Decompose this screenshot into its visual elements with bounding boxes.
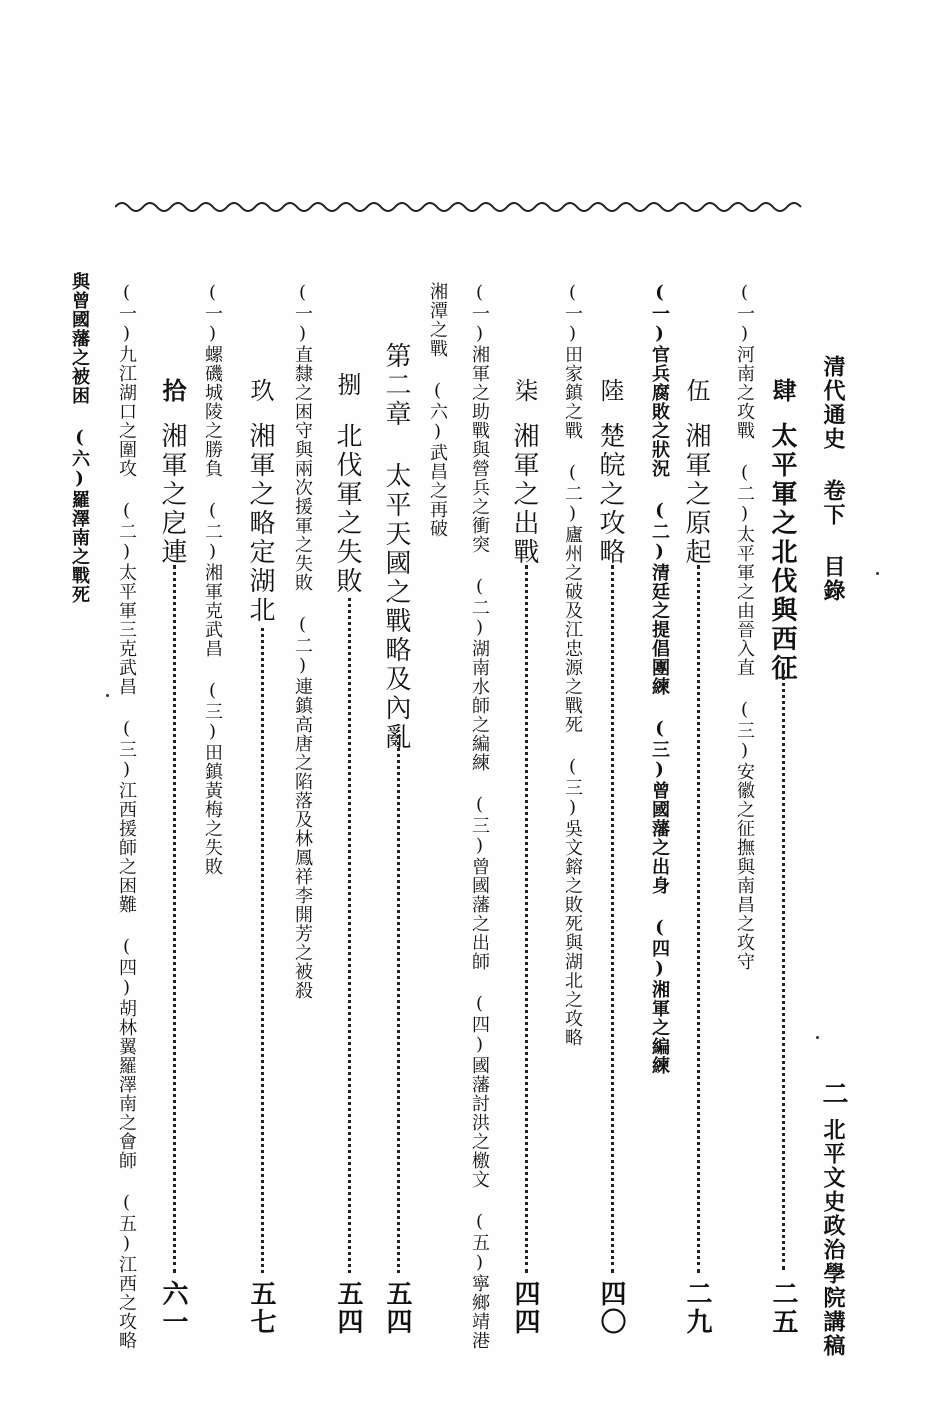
- section-marker: 肆: [768, 378, 797, 406]
- subsection-line: (一)田家鎮之戰 (二)廬州之破及江忠源之戰死 (三)吳文鎔之敗死與湖北之攻略: [562, 282, 583, 1047]
- dot-leader: [782, 670, 785, 1270]
- section-page: 二九: [682, 1280, 712, 1336]
- section-heading: 湘軍之略定湖北: [245, 422, 275, 625]
- subsection-line: (一)九江湖口之圍攻 (二)太平軍三克武昌 (三)江西援師之困難 (四)胡林翼羅澤南之會師 (五)江西之攻略: [116, 282, 137, 1350]
- section-heading: 太平軍之北伐與西征: [767, 422, 797, 683]
- dot-leader: [397, 735, 400, 1273]
- section-page: 六一: [158, 1280, 188, 1336]
- scan-speck: [876, 572, 879, 575]
- section-marker: 柒: [510, 378, 538, 406]
- header-page-number: 二: [818, 1080, 848, 1109]
- section-marker: 捌: [333, 372, 361, 400]
- dot-leader: [611, 565, 614, 1273]
- dot-leader: [261, 628, 264, 1273]
- section-page: 五七: [246, 1280, 276, 1336]
- section-page: 四四: [510, 1280, 540, 1336]
- header-title: 清代通史 卷下 目錄: [820, 355, 846, 603]
- section-marker: 玖: [246, 378, 274, 406]
- wavy-divider: [115, 196, 805, 218]
- section-page: 四〇: [596, 1280, 626, 1336]
- subsection-line: (一)官兵腐敗之狀況 (二)清廷之提倡團練 (三)曾國藩之出身 (四)湘軍之編練: [649, 282, 670, 1075]
- section-page: 二五: [768, 1280, 798, 1336]
- header-publisher: 北平文史政治學院講稿: [820, 1118, 846, 1358]
- section-page: 五四: [333, 1280, 363, 1336]
- dot-leader: [348, 598, 351, 1273]
- section-heading: 湘軍之原起: [681, 422, 711, 567]
- dot-leader: [525, 565, 528, 1273]
- subsection-line: (一)直隸之困守與兩次援軍之失敗 (二)連鎮高唐之陷落及林鳳祥李開芳之被殺: [292, 282, 313, 1000]
- chapter-page: 五四: [382, 1280, 412, 1336]
- section-heading: 楚皖之攻略: [595, 422, 625, 567]
- chapter-heading: 第二章 太平天國之戰略及內亂: [381, 342, 411, 752]
- subsection-line: (一)河南之攻戰 (二)太平軍之由晉入直 (三)安徽之征撫與南昌之攻守: [734, 282, 755, 971]
- dot-leader: [697, 565, 700, 1273]
- subsection-line: 與曾國藩之被困 (六)羅澤南之戰死: [69, 272, 90, 604]
- section-heading: 北伐軍之失敗: [332, 422, 362, 596]
- section-heading: 湘軍之戹連: [157, 422, 187, 567]
- section-heading: 湘軍之出戰: [509, 422, 539, 567]
- section-marker: 陸: [596, 378, 624, 406]
- section-marker: 拾: [158, 378, 187, 406]
- section-marker: 伍: [682, 378, 710, 406]
- subsection-line: (一)湘軍之助戰與營兵之衝突 (二)湖南水師之編練 (三)曾國藩之出師 (四)國藩討洪之檄文 (五)寧鄉靖港: [469, 282, 490, 1350]
- scan-speck: [106, 694, 109, 697]
- subsection-line: 湘潭之戰 (六)武昌之再破: [427, 282, 448, 538]
- subsection-line: (一)螺磯城陵之勝負 (二)湘軍克武昌 (三)田鎮黃梅之失敗: [202, 282, 223, 876]
- dot-leader: [173, 565, 176, 1273]
- scan-speck: [816, 1036, 819, 1039]
